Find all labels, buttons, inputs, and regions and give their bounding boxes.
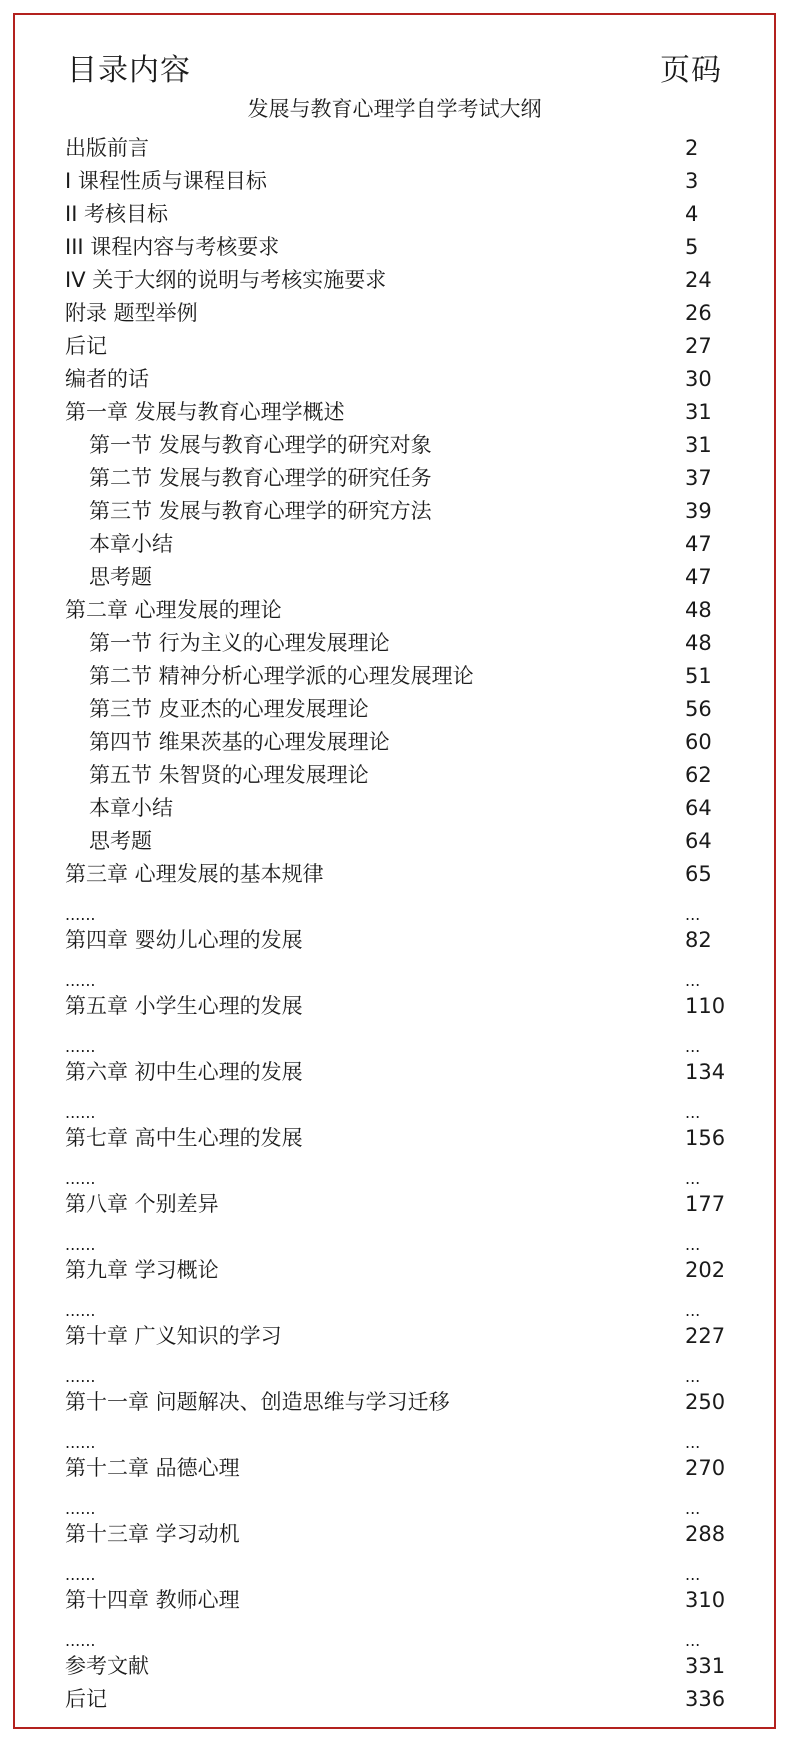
toc-entry-page: 48 xyxy=(685,598,712,622)
toc-entry xyxy=(65,330,725,363)
toc-entry-title: 第一节 行为主义的心理发展理论 xyxy=(89,631,390,655)
toc-entry-page: 270 xyxy=(685,1456,726,1480)
toc-entry-page: 82 xyxy=(685,928,712,952)
toc-entry-page: 202 xyxy=(685,1258,726,1282)
toc-entry xyxy=(65,594,725,627)
toc-ellipsis-row xyxy=(65,1287,725,1320)
toc-entry-title: 思考题 xyxy=(89,829,152,853)
toc-entry-title: 第十章 广义知识的学习 xyxy=(65,1324,282,1348)
toc-entry-page: 31 xyxy=(685,400,712,424)
toc-entry-page: 65 xyxy=(685,862,712,886)
toc-entry-title: 出版前言 xyxy=(65,136,149,160)
toc-entry-title: I 课程性质与课程目标 xyxy=(65,169,267,193)
toc-entry-title: 第二节 精神分析心理学派的心理发展理论 xyxy=(89,664,474,688)
toc-entry-title: 第二节 发展与教育心理学的研究任务 xyxy=(89,466,432,490)
toc-entry xyxy=(65,132,725,165)
toc-entry xyxy=(65,726,725,759)
toc-entry-page: 48 xyxy=(685,631,712,655)
toc-entry-title: ...... xyxy=(65,1631,96,1650)
toc-entry-title: 第七章 高中生心理的发展 xyxy=(65,1126,303,1150)
toc-entry-title: 第九章 学习概论 xyxy=(65,1258,219,1282)
toc-entry-page: 3 xyxy=(685,169,699,193)
toc-entry xyxy=(65,990,725,1023)
toc-entry xyxy=(65,627,725,660)
toc-entry xyxy=(65,264,725,297)
toc-entry-title: ...... xyxy=(65,1235,96,1254)
toc-entry xyxy=(65,528,725,561)
toc-entry xyxy=(65,924,725,957)
toc-entry-page: 60 xyxy=(685,730,712,754)
toc-entry xyxy=(65,1188,725,1221)
toc-ellipsis-row xyxy=(65,1485,725,1518)
toc-entry-title: 第五节 朱智贤的心理发展理论 xyxy=(89,763,369,787)
toc-entry-page: ... xyxy=(685,1301,701,1320)
toc-entry xyxy=(65,561,725,594)
toc-entry-page: ... xyxy=(685,1235,701,1254)
toc-entry-title: ...... xyxy=(65,1037,96,1056)
toc-entry-page: ... xyxy=(685,1433,701,1452)
toc-ellipsis-row xyxy=(65,1617,725,1650)
toc-entry-page: 5 xyxy=(685,235,699,259)
toc-entry-title: 参考文献 xyxy=(65,1654,149,1678)
toc-page-heading: 页码 xyxy=(660,53,722,88)
toc-entry-title: 第八章 个别差异 xyxy=(65,1192,219,1216)
toc-entry xyxy=(65,1056,725,1089)
toc-entry xyxy=(65,1683,725,1716)
toc-entry-page: 64 xyxy=(685,796,712,820)
toc-entry-page: 51 xyxy=(685,664,712,688)
toc-entry-page: 134 xyxy=(685,1060,726,1084)
toc-entry-page: 227 xyxy=(685,1324,726,1348)
toc-entry-page: 37 xyxy=(685,466,712,490)
toc-entry-title: 第十三章 学习动机 xyxy=(65,1522,240,1546)
toc-header xyxy=(67,37,722,97)
toc-entry-page: ... xyxy=(685,1037,701,1056)
toc-entry xyxy=(65,1452,725,1485)
toc-entry-title: 附录 题型举例 xyxy=(65,301,198,325)
toc-entry xyxy=(65,693,725,726)
toc-entry-title: IV 关于大纲的说明与考核实施要求 xyxy=(65,268,387,292)
toc-entry-page: ... xyxy=(685,1169,701,1188)
toc-ellipsis-row xyxy=(65,957,725,990)
toc-entry-title: ...... xyxy=(65,1103,96,1122)
toc-entry-title: ...... xyxy=(65,905,96,924)
toc-frame xyxy=(13,13,776,1729)
toc-entry-page: 64 xyxy=(685,829,712,853)
toc-list xyxy=(65,132,725,1716)
toc-entry xyxy=(65,792,725,825)
toc-entry xyxy=(65,429,725,462)
toc-entry-title: 第三节 发展与教育心理学的研究方法 xyxy=(89,499,432,523)
toc-entry xyxy=(65,759,725,792)
toc-entry-page: 24 xyxy=(685,268,712,292)
toc-entry xyxy=(65,1320,725,1353)
toc-entry-title: III 课程内容与考核要求 xyxy=(65,235,280,259)
toc-entry-page: ... xyxy=(685,1103,701,1122)
toc-entry-title: 第三节 皮亚杰的心理发展理论 xyxy=(89,697,369,721)
toc-entry-title: ...... xyxy=(65,1433,96,1452)
toc-entry xyxy=(65,1584,725,1617)
toc-entry-page: 62 xyxy=(685,763,712,787)
toc-entry xyxy=(65,1386,725,1419)
toc-entry-page: 110 xyxy=(685,994,726,1018)
toc-entry-title: ...... xyxy=(65,1301,96,1320)
toc-entry-page: ... xyxy=(685,1565,701,1584)
toc-entry-title: 第六章 初中生心理的发展 xyxy=(65,1060,303,1084)
toc-entry-page: 56 xyxy=(685,697,712,721)
toc-entry-page: ... xyxy=(685,1631,701,1650)
toc-entry xyxy=(65,198,725,231)
toc-entry xyxy=(65,1254,725,1287)
toc-entry-page: 26 xyxy=(685,301,712,325)
toc-entry-page: ... xyxy=(685,1499,701,1518)
toc-entry-page: 31 xyxy=(685,433,712,457)
toc-entry-title: ...... xyxy=(65,971,96,990)
toc-entry-title: 第四章 婴幼儿心理的发展 xyxy=(65,928,303,952)
toc-entry xyxy=(65,363,725,396)
toc-entry-title: 本章小结 xyxy=(89,796,173,820)
toc-entry xyxy=(65,462,725,495)
toc-entry-title: 第十二章 品德心理 xyxy=(65,1456,240,1480)
toc-entry-title: 第二章 心理发展的理论 xyxy=(65,598,282,622)
toc-entry-page: 30 xyxy=(685,367,712,391)
toc-ellipsis-row xyxy=(65,891,725,924)
toc-ellipsis-row xyxy=(65,1353,725,1386)
toc-entry-title: 本章小结 xyxy=(89,532,173,556)
toc-entry-page: ... xyxy=(685,905,701,924)
toc-entry xyxy=(65,1518,725,1551)
toc-entry xyxy=(65,231,725,264)
toc-entry-title: 第四节 维果茨基的心理发展理论 xyxy=(89,730,390,754)
toc-entry-page: 47 xyxy=(685,532,712,556)
toc-entry xyxy=(65,858,725,891)
toc-content-heading: 目录内容 xyxy=(67,53,191,88)
toc-entry-page: ... xyxy=(685,1367,701,1386)
toc-entry-title: 第十一章 问题解决、创造思维与学习迁移 xyxy=(65,1390,450,1414)
toc-entry xyxy=(65,825,725,858)
toc-entry-title: 后记 xyxy=(65,1687,107,1711)
toc-entry xyxy=(65,495,725,528)
toc-entry-page: 156 xyxy=(685,1126,726,1150)
toc-entry-title: II 考核目标 xyxy=(65,202,169,226)
toc-entry-page: 250 xyxy=(685,1390,726,1414)
toc-entry xyxy=(65,297,725,330)
toc-entry-title: 第三章 心理发展的基本规律 xyxy=(65,862,324,886)
toc-entry xyxy=(65,1122,725,1155)
toc-ellipsis-row xyxy=(65,1419,725,1452)
toc-entry-page: 310 xyxy=(685,1588,726,1612)
toc-entry-title: 第一节 发展与教育心理学的研究对象 xyxy=(89,433,432,457)
toc-entry xyxy=(65,660,725,693)
toc-entry-title: 后记 xyxy=(65,334,107,358)
toc-entry-title: 编者的话 xyxy=(65,367,149,391)
toc-entry-title: 思考题 xyxy=(89,565,152,589)
toc-entry-page: 27 xyxy=(685,334,712,358)
toc-entry-page: 336 xyxy=(685,1687,726,1711)
toc-entry-page: 177 xyxy=(685,1192,726,1216)
toc-entry-page: 288 xyxy=(685,1522,726,1546)
toc-entry-page: 331 xyxy=(685,1654,726,1678)
toc-entry-page: 39 xyxy=(685,499,712,523)
toc-entry-title: 第一章 发展与教育心理学概述 xyxy=(65,400,345,424)
toc-entry-title: 第十四章 教师心理 xyxy=(65,1588,240,1612)
toc-subtitle: 发展与教育心理学自学考试大纲 xyxy=(247,97,542,121)
toc-ellipsis-row xyxy=(65,1551,725,1584)
toc-entry-page: 4 xyxy=(685,202,699,226)
toc-ellipsis-row xyxy=(65,1221,725,1254)
toc-entry-title: ...... xyxy=(65,1565,96,1584)
toc-entry-page: 2 xyxy=(685,136,699,160)
toc-entry-page: ... xyxy=(685,971,701,990)
toc-ellipsis-row xyxy=(65,1023,725,1056)
toc-entry-title: ...... xyxy=(65,1499,96,1518)
toc-entry xyxy=(65,165,725,198)
toc-entry-title: ...... xyxy=(65,1169,96,1188)
toc-ellipsis-row xyxy=(65,1089,725,1122)
toc-entry xyxy=(65,1650,725,1683)
toc-entry xyxy=(65,396,725,429)
toc-ellipsis-row xyxy=(65,1155,725,1188)
toc-entry-title: 第五章 小学生心理的发展 xyxy=(65,994,303,1018)
toc-entry-page: 47 xyxy=(685,565,712,589)
toc-entry-title: ...... xyxy=(65,1367,96,1386)
